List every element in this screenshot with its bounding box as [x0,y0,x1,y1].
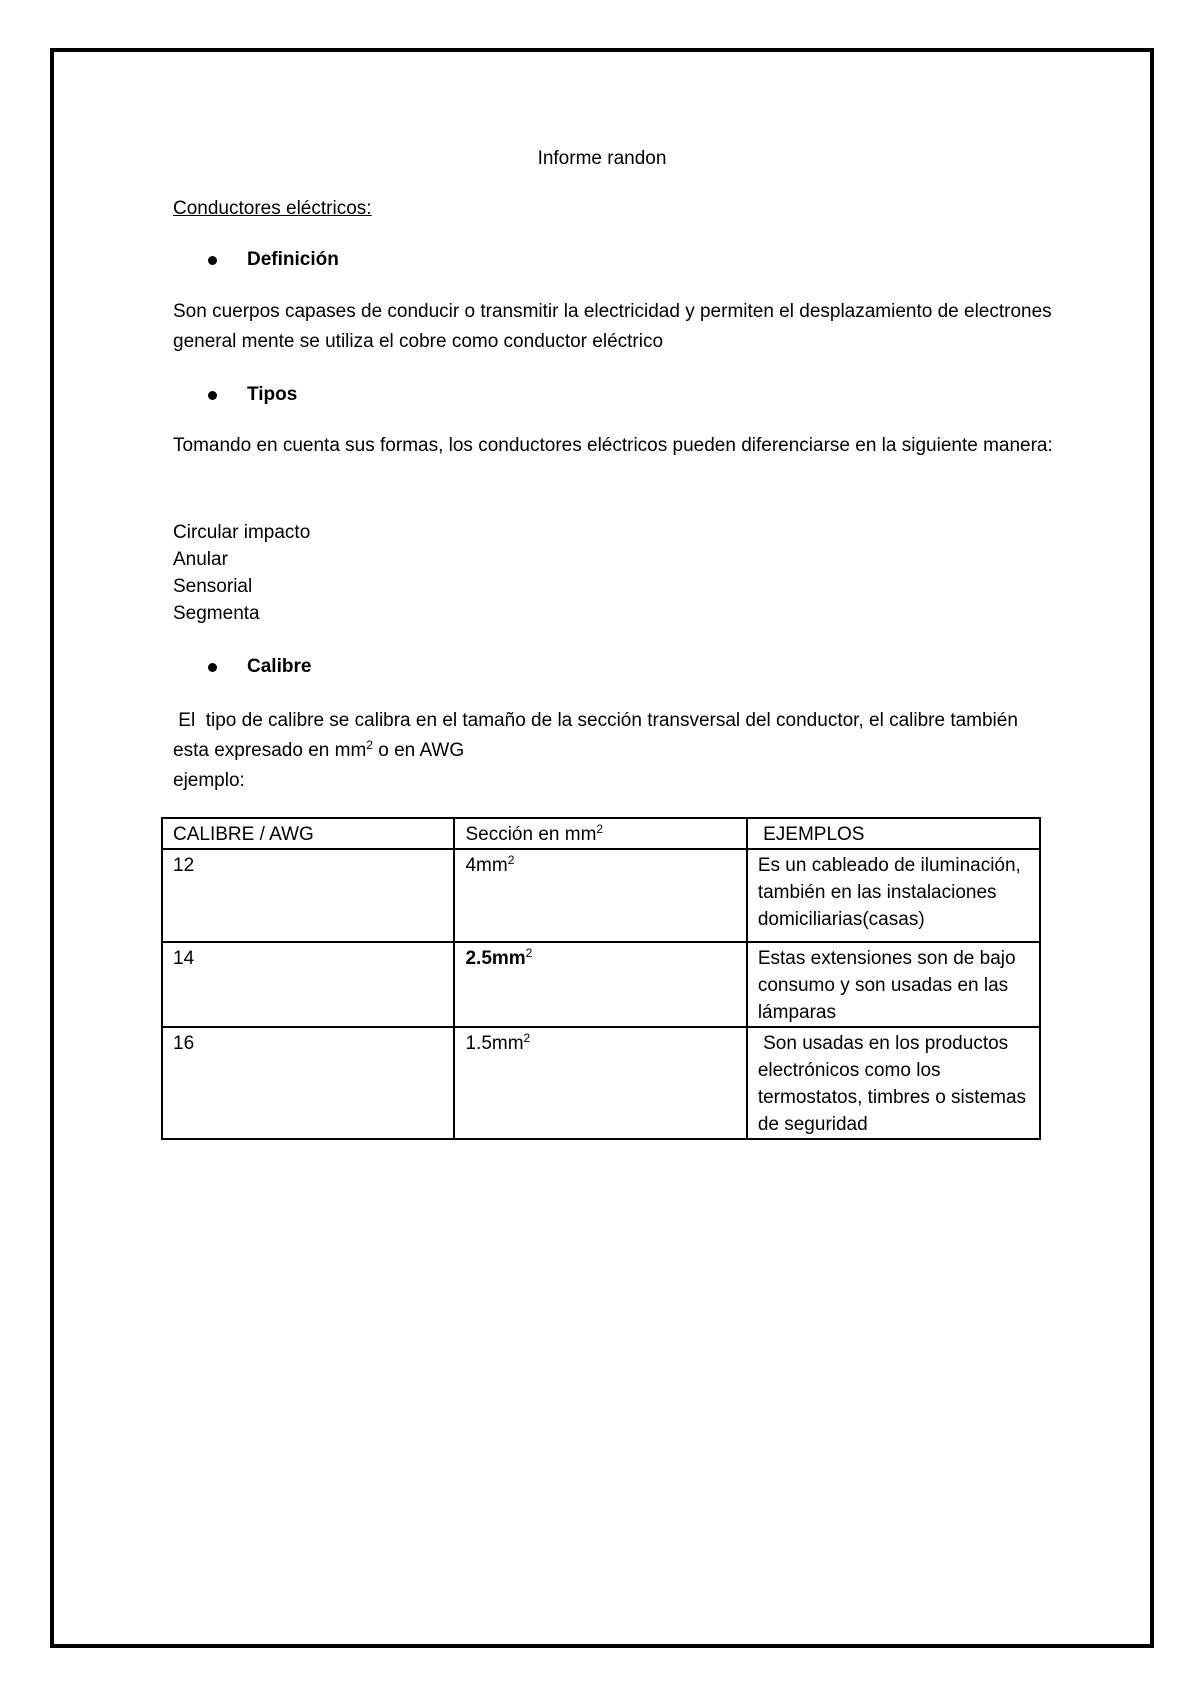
calibre-heading: Calibre [247,656,312,677]
superscript: 2 [596,822,604,836]
section-value: 4mm [465,855,508,876]
table-cell-awg: 14 [162,942,454,1027]
list-item: Segmenta [173,603,260,624]
list-item: Sensorial [173,576,253,597]
document-title: Informe randon [537,148,667,169]
table-header-awg: CALIBRE / AWG [162,818,454,849]
section-value: 2.5mm [465,948,526,969]
list-item: Circular impacto [173,522,311,543]
table-cell-section [454,942,746,1027]
calibre-paragraph-text: El tipo de calibre se calibra en el tamaño de la sección transversal del conductor, el calibre también esta expresado en mm [173,710,1024,761]
section-value: 1.5mm [465,1033,524,1054]
superscript: 2 [366,738,373,752]
table-cell-awg: 12 [162,849,454,942]
tipos-paragraph: Tomando en cuenta sus formas, los conductores eléctricos pueden diferenciarse en la siguiente manera: [173,435,1053,456]
table-cell-section [454,849,746,942]
superscript: 2 [525,946,533,960]
bullet-definicion [208,245,339,275]
bullet-calibre [208,652,311,682]
definicion-heading: Definición [247,249,339,270]
superscript: 2 [507,853,515,867]
table-row [162,1027,1040,1139]
header-section-text: Sección en mm [465,824,597,845]
calibre-table [161,817,1041,1140]
table-cell-example: Son usadas en los productos electrónicos como los termostatos, timbres o sistemas de seguridad [747,1027,1040,1139]
table-header-examples: EJEMPLOS [747,818,1040,849]
tipos-heading: Tipos [247,384,298,405]
superscript: 2 [523,1031,531,1045]
bullet-icon [208,391,217,400]
section-heading: Conductores eléctricos: [173,198,372,219]
bullet-tipos [208,380,297,410]
table-header-row [162,818,1040,849]
bullet-icon [208,256,217,265]
table-cell-example: Estas extensiones son de bajo consumo y son usadas en las lámparas [747,942,1040,1027]
table-cell-section [454,1027,746,1139]
calibre-paragraph-text-end: o en AWG [372,740,465,761]
table-header-section [454,818,746,849]
bullet-icon [208,663,217,672]
calibre-paragraph [173,706,1053,766]
table-row [162,849,1040,942]
example-label: ejemplo: [173,770,245,791]
table-row [162,942,1040,1027]
table-cell-example: Es un cableado de iluminación, también en las instalaciones domiciliarias(casas) [747,849,1040,942]
definicion-paragraph: Son cuerpos capases de conducir o transmitir la electricidad y permiten el desplazamiento de electrones general mente se utiliza el cobre como conductor eléctrico [173,301,1052,352]
list-item: Anular [173,549,228,570]
table-cell-awg: 16 [162,1027,454,1139]
